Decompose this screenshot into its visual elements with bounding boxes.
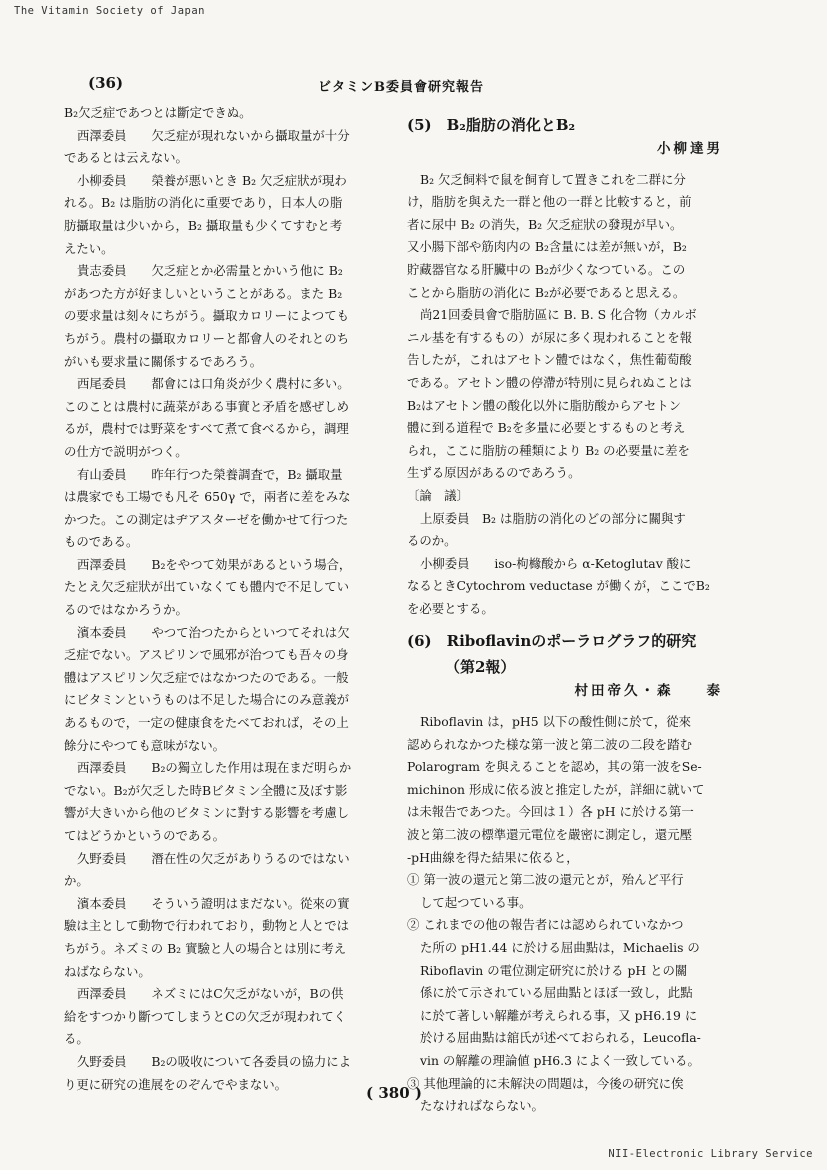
section-title: (5) B₂脂肪の消化とB₂	[407, 116, 576, 134]
text-line: の仕方で説明がつく。	[64, 443, 188, 459]
text-line: して起つている事。	[420, 894, 532, 910]
text-line: 告したが，これはアセトン體ではなく，焦性葡萄酸	[407, 352, 692, 368]
spacer	[407, 620, 727, 628]
text-line: てはどうかというのである。	[64, 828, 226, 843]
text-line: 上原委員 B₂ は脂肪の消化のどの部分に關與す	[420, 510, 686, 526]
text-line: 乏症でない。アスピリンで風邪が治つても吾々の身	[64, 647, 349, 663]
left-column	[64, 102, 382, 1096]
text-line: である。アセトン體の停滯が特別に見られぬことは	[407, 374, 692, 390]
text-line: るのか。	[407, 533, 457, 549]
text-line: vin の解離の理論値 pH6.3 によく一致している。	[420, 1052, 700, 1068]
text-line: 又小腸下部や筋肉内の B₂含量には差が無いが，B₂	[407, 239, 687, 255]
text-line: 體に到る道程で B₂を多量に必要とするものと考え	[407, 420, 686, 436]
text-line: 有山委員 昨年行つた榮養調査で，B₂ 攝取量	[77, 466, 343, 482]
text-line: ことから脂肪の消化に B₂が必要であると思える。	[407, 284, 686, 300]
text-line: は農家でも工場でも凡そ 650γ で，兩者に差をみな	[64, 489, 351, 505]
text-line: 者に尿中 B₂ の消失，B₂ 欠乏症狀の發現が早い。	[407, 216, 683, 232]
text-line: 小柳委員 榮養が悪いとき B₂ 欠乏症狀が現わ	[77, 172, 347, 188]
text-line: る。	[64, 1031, 89, 1047]
list-item: ③ 其他理論的に未解決の問題は，今後の研究に俟	[407, 1075, 684, 1091]
section-author: 小柳達男	[657, 141, 723, 157]
text-line: け，脂肪を與えた一群と他の一群と比較すると，前	[407, 194, 692, 210]
text-line: ちがう。農村の攝取カロリーと都會人のそれとのち	[64, 330, 349, 346]
archive-watermark: The Vitamin Society of Japan	[14, 5, 206, 17]
text-line: がいも要求量に關係するであろう。	[64, 353, 263, 369]
text-line: 給をすつかり斷つてしまうとCの欠乏が現われてく	[64, 1008, 347, 1024]
text-line: 響が大きいから他のビタミンに對する影響を考慮し	[64, 805, 349, 821]
text-line: 貴志委員 欠乏症とか必需量とかいう他に B₂	[77, 263, 343, 279]
text-line: 濱本委員 そういう證明はまだない。從來の實	[77, 895, 350, 911]
text-line: を必要とする。	[407, 600, 494, 616]
page-number: (36)	[88, 74, 124, 92]
text-line: るが，農村では野菜をすべて煮て食べるから，調理	[64, 421, 349, 437]
text-line: えたい。	[64, 240, 114, 256]
text-line: 濱本委員 やつて治つたからといつてそれは欠	[77, 624, 350, 640]
text-line: B₂ 欠乏飼料で鼠を飼育して置きこれを二群に分	[420, 171, 686, 187]
text-line: にビタミンというものは不足した場合にのみ意義が	[64, 692, 349, 708]
text-line: 西澤委員 B₂の獨立した作用は現在まだ明らか	[77, 760, 352, 776]
right-column	[407, 102, 727, 1118]
text-line: 西尾委員 都會には口角炎が少く農村に多い。	[77, 376, 350, 392]
running-header: ビタミンB委員會研究報告	[318, 80, 484, 95]
text-line: 體はアスピリン欠乏症ではなかつたのである。一般	[64, 669, 349, 685]
text-line: ねばならない。	[64, 963, 151, 979]
text-line: は未報告であつた。今回は１）各 pH に於ける第一	[407, 804, 694, 820]
text-line: 認められなかつた様な第一波と第二波の二段を踏む	[407, 736, 692, 752]
text-line: の要求量は刻々にちがう。攝取カロリーによつても	[64, 308, 349, 324]
text-line: か。	[64, 873, 89, 889]
text-line: かつた。この測定はヂアスターゼを働かせて行つた	[64, 511, 349, 527]
text-line: Riboflavin の電位測定研究に於ける pH との關	[420, 962, 688, 978]
text-line: 係に於て示されている屈曲點とほぼ一致し，此點	[420, 985, 693, 1001]
text-line: Polarogram を與えることを認め，其の第一波をSe-	[407, 759, 702, 775]
text-line: 肪攝取量は少いから，B₂ 攝取量も少くてすむと考	[64, 217, 343, 233]
text-line: 小柳委員 iso-枸櫞酸から α-Ketoglutav 酸に	[420, 555, 692, 571]
section-subtitle: （第2報）	[445, 658, 516, 677]
text-line: れる。B₂ は脂肪の消化に重要であり，日本人の脂	[64, 195, 343, 211]
text-line: り更に研究の進展をのぞんでやまない。	[64, 1076, 288, 1092]
text-line: であるとは云えない。	[64, 150, 188, 166]
text-line: あるもので，一定の健康食をたべておれば，その上	[64, 715, 349, 731]
text-line: 驗は主として動物で行われており，動物と人とでは	[64, 918, 349, 934]
text-line: 西澤委員 欠乏症が現れないから攝取量が十分	[77, 127, 350, 143]
text-line: 生ずる原因があるのであろう。	[407, 465, 581, 481]
list-item: ① 第一波の還元と第二波の還元とが，殆んど平行	[407, 872, 684, 888]
text-line: このことは農村に蔬菜がある事實と矛盾を感ぜしめ	[64, 398, 349, 414]
text-line: 貯藏器官なる肝臟中の B₂が少くなつている。この	[407, 261, 686, 277]
list-item: ② これまでの他の報告者には認められていなかつ	[407, 917, 684, 933]
text-line: 西澤委員 ネズミにはC欠乏がないが，Bの供	[77, 986, 344, 1002]
section-title: (6) Riboflavinのポーラログラフ的研究	[407, 632, 697, 651]
text-line: 波と第二波の標準還元電位を嚴密に測定し，還元壓	[407, 827, 692, 843]
text-line: B₂はアセトン體の酸化以外に脂肪酸からアセトン	[407, 397, 682, 413]
text-line: ニル基を有するもの）が尿に多く現われることを報	[407, 329, 692, 345]
text-line: -pH曲線を得た結果に依ると，	[407, 849, 579, 865]
text-line: ものである。	[64, 534, 139, 550]
text-line: 尚21回委員會で脂肪區に B. B. S 化合物（カルボ	[420, 307, 697, 323]
section-author: 村田帝久・森 泰	[574, 683, 723, 700]
text-line: 久野委員 B₂の吸收について各委員の協力によ	[77, 1053, 352, 1069]
text-line: があつた方が好ましいということがある。また B₂	[64, 285, 343, 301]
footer-page-number: ( 380 )	[366, 1084, 422, 1102]
spacer	[407, 161, 727, 169]
text-line: られ，ここに脂肪の種類により B₂ の必要量に差を	[407, 442, 690, 458]
spacer	[407, 703, 727, 711]
text-line: 餘分にやつても意味がない。	[64, 737, 226, 753]
text-line: michinon 形成に依る波と推定したが，詳細に就いて	[407, 781, 705, 797]
text-line: 久野委員 潛在性の欠乏がありうるのではない	[77, 850, 350, 866]
text-line: に於て著しい解離が考えられる事，又 pH6.19 に	[420, 1007, 698, 1023]
text-line: でない。B₂が欠乏した時Bビタミン全體に及ぼす影	[64, 782, 348, 798]
text-line: たとえ欠乏症狀が出ていなくても體内で不足してい	[64, 579, 349, 595]
text-line: たなければならない。	[420, 1098, 544, 1114]
text-line: ちがう。ネズミの B₂ 實驗と人の場合とは別に考え	[64, 940, 347, 956]
text-line: 於ける屈曲點は舘氏が述べておられる，Leucofla-	[420, 1030, 701, 1046]
text-line: B₂欠乏症であつとは斷定できぬ。	[64, 105, 252, 120]
text-line: 西澤委員 B₂をやつて効果があるという場合，	[77, 556, 352, 572]
library-watermark: NII-Electronic Library Service	[608, 1148, 813, 1160]
text-line: るのではなかろうか。	[64, 602, 188, 618]
text-line: なるときCytochrom veductase が働くが，ここでB₂	[407, 578, 710, 594]
text-line: た所の pH1.44 に於ける屈曲點は，Michaelis の	[420, 940, 700, 955]
discussion-label: 〔論 議〕	[407, 487, 469, 503]
text-line: Riboflavin は，pH5 以下の酸性側に於て，從來	[420, 714, 691, 730]
